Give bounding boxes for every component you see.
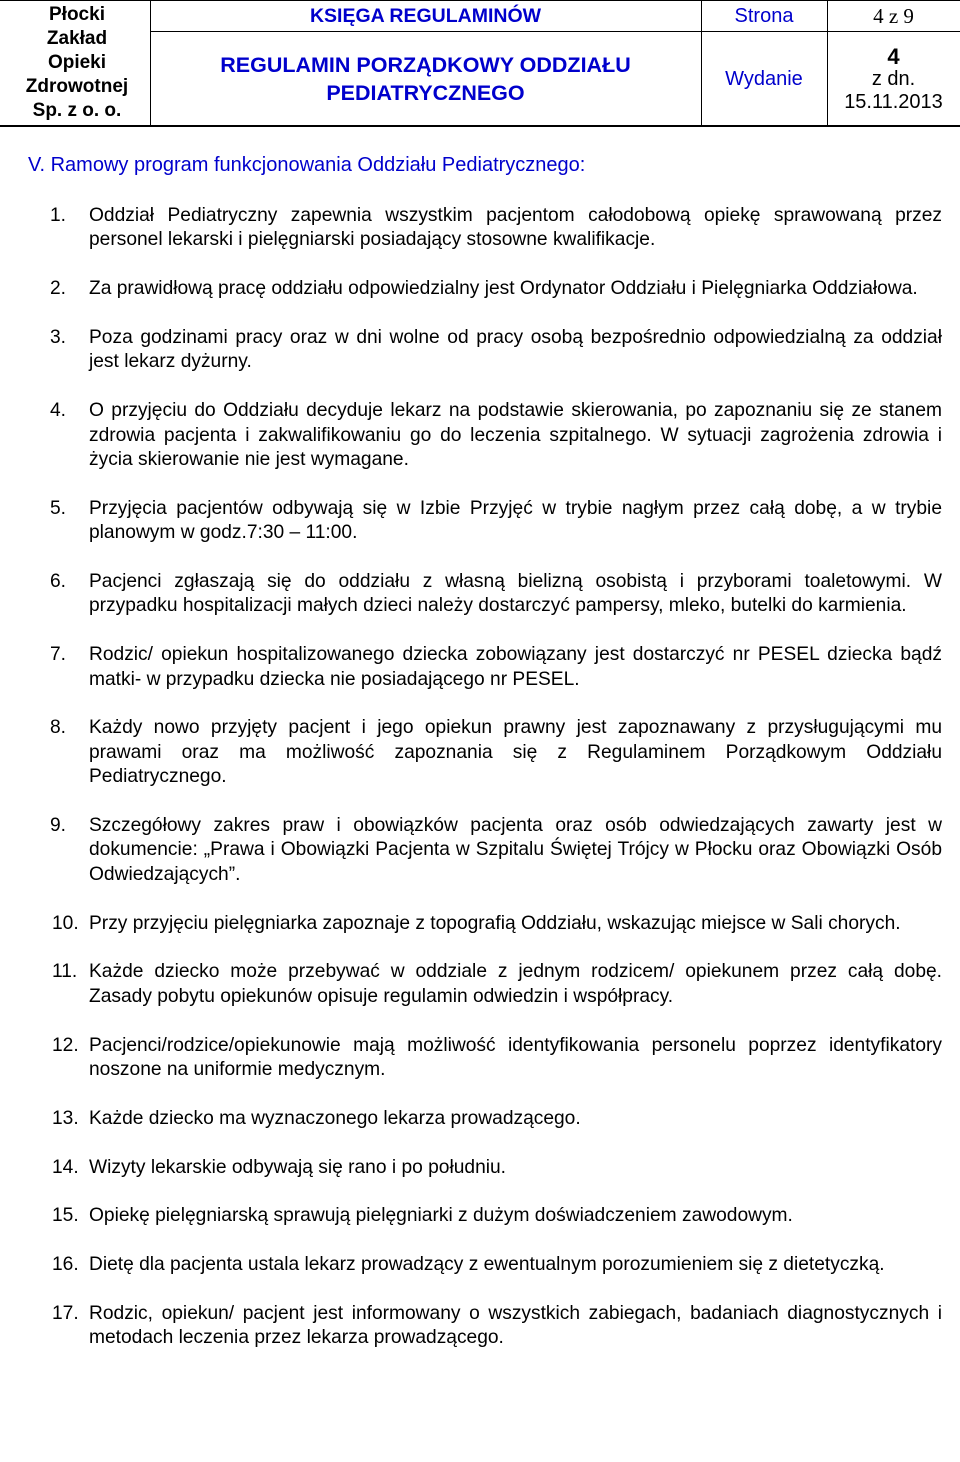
list-item (0, 326, 960, 375)
item-number: 16. (52, 1254, 79, 1276)
list-item (0, 814, 960, 887)
list-item (0, 497, 960, 546)
list-item (0, 1302, 960, 1351)
item-number: 14. (52, 1156, 79, 1178)
item-text: Za prawidłową pracę oddziału odpowiedzialny jest Ordynator Oddziału i Pielęgniarka Oddziałowa. (89, 278, 918, 300)
document-header (0, 0, 960, 126)
list-item (0, 1253, 960, 1277)
item-text: Rodzic, opiekun/ pacjent jest informowany o wszystkich zabiegach, badaniach diagnostycznych i metodach leczenia przez lekarza prowadzącego. (89, 1303, 942, 1349)
item-text: O przyjęciu do Oddziału decyduje lekarz na podstawie skierowania, po zapoznaniu się ze stanem zdrowia pacjenta i zakwalifikowaniu go do leczenia szpitalnego. W sytuacji zagrożenia zdrowia i życia skierowanie nie jest wymagane. (89, 400, 942, 471)
item-number: 4. (50, 400, 67, 422)
page-label: Strona (734, 4, 794, 27)
section-title: V. Ramowy program funkcjonowania Oddziału Pediatrycznego: (28, 154, 586, 176)
item-text: Przyjęcia pacjentów odbywają się w Izbie Przyjęć w trybie nagłym przez całą dobę, a w trybie planowym w godz.7:30 – 11:00. (89, 497, 942, 544)
item-text: Pacjenci/rodzice/opiekunowie mają możliwość identyfikowania personelu poprzez identyfikatory noszone na uniformie medycznym. (89, 1034, 942, 1081)
edition-label: Wydanie (725, 67, 803, 90)
page-number: 4 z 9 (873, 3, 914, 28)
item-text: Szczegółowy zakres praw i obowiązków pacjenta oraz osób odwiedzających zawarty jest w dokumencie: „Prawa i Obowiązki Pacjenta w Szpitalu Świętej Trójcy w Płocku oraz Obowiązki Osób Odwiedzających”. (89, 815, 942, 885)
book-title: KSIĘGA REGULAMINÓW (309, 4, 542, 27)
item-number: 11. (52, 961, 78, 983)
item-text: Pacjenci zgłaszają się do oddziału z własną bielizną osobistą i przyborami toaletowymi. W przypadku hospitalizacji małych dzieci należy dostarczyć pampersy, mleko, butelki do karmienia. (89, 571, 942, 617)
item-number: 17. (52, 1303, 79, 1325)
organization-line: Sp. z o. o. (32, 100, 122, 121)
list-item (0, 1034, 960, 1083)
item-number: 8. (50, 717, 67, 739)
regulation-title (150, 32, 701, 126)
item-text: Każde dziecko ma wyznaczonego lekarza prowadzącego. (89, 1107, 581, 1129)
item-text: Oddział Pediatryczny zapewnia wszystkim pacjentom całodobową opiekę sprawowaną przez personel lekarski i pielęgniarski posiadający stosowne kwalifikacje. (89, 205, 942, 251)
item-number: 5. (50, 497, 67, 519)
list-item (0, 960, 960, 1009)
item-text: Rodzic/ opiekun hospitalizowanego dziecka zobowiązany jest dostarczyć nr PESEL dziecka bądź matki- w przypadku dziecka nie posiadającego nr PESEL. (89, 644, 942, 690)
organization-line: Płocki (49, 4, 105, 25)
item-number: 7. (50, 644, 67, 666)
item-number: 3. (50, 327, 67, 348)
item-number: 13. (52, 1107, 79, 1129)
item-text: Każde dziecko może przebywać w oddziale z jednym rodzicem/ opiekunem przez całą dobę. Zasady pobytu opiekunów opisuje regulamin odwiedzin i współpracy. (89, 961, 942, 1007)
item-number: 12. (52, 1034, 79, 1056)
list-item (0, 643, 960, 692)
list-item (0, 912, 960, 936)
list-item (0, 570, 960, 619)
organization-line: Zakład (46, 28, 108, 49)
regulation-title-line: REGULAMIN PORZĄDKOWY ODDZIAŁU (220, 53, 631, 77)
edition-info (827, 32, 960, 126)
item-text: Przy przyjęciu pielęgniarka zapoznaje z topografią Oddziału, wskazując miejsce w Sali chorych. (89, 912, 901, 934)
edition-date: 15.11.2013 (844, 90, 943, 113)
list-item (0, 1156, 960, 1180)
list-item (0, 716, 960, 789)
organization-name (4, 0, 150, 126)
list-item (0, 277, 960, 301)
item-number: 10. (52, 912, 79, 934)
item-text: Dietę dla pacjenta ustala lekarz prowadzący z ewentualnym porozumieniem się z dietetyczką. (89, 1254, 885, 1276)
item-number: 1. (50, 205, 67, 226)
rules-list (0, 204, 960, 1375)
list-item (0, 399, 960, 472)
organization-line: Opieki (47, 52, 107, 73)
item-text: Poza godzinami pracy oraz w dni wolne od pracy osobą bezpośrednio odpowiedzialną za oddział jest lekarz dyżurny. (89, 327, 942, 373)
item-number: 15. (52, 1205, 79, 1227)
item-text: Opiekę pielęgniarską sprawują pielęgniarki z dużym doświadczeniem zawodowym. (89, 1205, 793, 1227)
edition-from-label: z dn. (871, 67, 916, 90)
item-text: Każdy nowo przyjęty pacjent i jego opiekun prawny jest zapoznawany z przysługującymi mu prawami oraz ma możliwość zapoznania się z Regulaminem Porządkowym Oddziału Pediatrycznego. (89, 717, 942, 788)
item-text: Wizyty lekarskie odbywają się rano i po południu. (89, 1156, 507, 1178)
list-item (0, 204, 960, 253)
edition-number: 4 (887, 43, 900, 69)
regulation-title-line: PEDIATRYCZNEGO (326, 81, 525, 105)
item-number: 9. (50, 815, 67, 837)
list-item (0, 1204, 960, 1228)
list-item (0, 1107, 960, 1131)
item-number: 6. (50, 571, 67, 593)
organization-line: Zdrowotnej (25, 76, 129, 97)
item-number: 2. (50, 278, 67, 300)
